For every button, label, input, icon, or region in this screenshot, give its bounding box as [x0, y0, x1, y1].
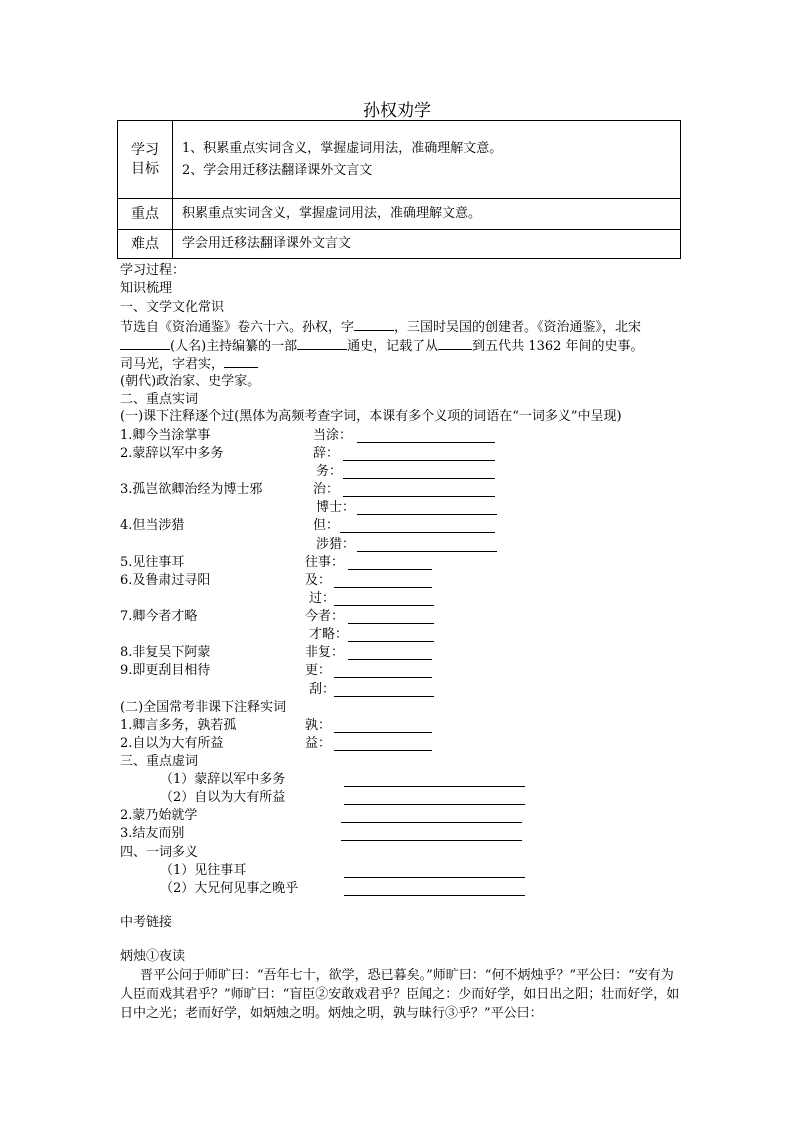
answer-line[interactable]: [341, 840, 522, 841]
function-word-item: 3.结友而别: [120, 826, 185, 841]
vocab-sentence: 6.及鲁肃过寻阳: [120, 573, 211, 588]
vocab-sentence: 2.自以为大有所益: [120, 736, 224, 751]
passage-title: 炳烛①夜读: [120, 949, 186, 964]
answer-line[interactable]: [357, 442, 495, 443]
objectives-row-key: [118, 199, 681, 230]
answer-line[interactable]: [344, 786, 525, 787]
section1-line1: 节选自《资治通鉴》卷六十六。孙权，字 ，三国时吴国的创建者。《资治通鉴》，北宋: [120, 317, 641, 336]
function-word-item: （2）自以为大有所益: [160, 790, 286, 805]
passage-text: 晋平公问于师旷曰：“吾年七十，欲学，恐已暮矣。”师旷曰：“何不炳烛乎？”平公曰：“安有为人臣而戏其君乎？”师旷曰：“盲臣②安敢戏君乎？臣闻之：少而好学，如日出之阳；壮而好学，如日中之光；老而好学，如炳烛之明。炳烛之明，孰与昧行③乎？”平公曰：: [120, 968, 680, 1021]
answer-line[interactable]: [344, 895, 525, 896]
answer-line[interactable]: [334, 732, 432, 733]
vocab-sentence: 8.非复吴下阿蒙: [120, 645, 211, 660]
section1-line4: (朝代)政治家、史学家。: [120, 374, 261, 389]
blank-dynasty[interactable]: [224, 354, 258, 368]
section2-part2-heading: (二)全国常考非课下注释实词: [120, 700, 287, 715]
vocab-sentence: 1.卿今当涂掌事: [120, 428, 211, 443]
vocab-sentence: 5.见往事耳: [120, 555, 185, 570]
key-label: 重点: [118, 199, 173, 230]
objectives-table: [117, 120, 681, 259]
goals-content: [173, 121, 681, 199]
answer-line[interactable]: [334, 677, 432, 678]
section4-heading: 四、一词多义: [120, 845, 199, 860]
answer-line[interactable]: [357, 514, 497, 515]
answer-line[interactable]: [334, 750, 432, 751]
polysemy-item: （2）大兄何见事之晚乎: [160, 881, 299, 896]
answer-line[interactable]: [344, 804, 525, 805]
blank-start-dynasty[interactable]: [438, 336, 472, 350]
vocab-word: 今者：: [305, 609, 345, 624]
section3-heading: 三、重点虚词: [120, 754, 199, 769]
document-title: 孙权劝学: [363, 101, 431, 121]
answer-line[interactable]: [348, 569, 432, 570]
vocab-sentence: 1.卿言多务，孰若孤: [120, 718, 237, 733]
vocab-word: 博士：: [316, 500, 356, 515]
function-word-item: 2.蒙乃始就学: [120, 808, 198, 823]
answer-line[interactable]: [340, 532, 495, 533]
section1-heading: 一、文学文化常识: [120, 300, 225, 315]
difficult-label: 难点: [118, 230, 173, 259]
answer-line[interactable]: [348, 659, 432, 660]
vocab-word: 才略：: [309, 627, 349, 642]
answer-line[interactable]: [334, 696, 434, 697]
process-subheading: 知识梳理: [120, 281, 173, 296]
blank-zi[interactable]: [354, 317, 394, 331]
answer-line[interactable]: [341, 822, 522, 823]
answer-line[interactable]: [348, 623, 434, 624]
goals-label: 学习 目标: [118, 121, 173, 199]
vocab-sentence: 2.蒙辞以军中多务: [120, 446, 224, 461]
answer-line[interactable]: [343, 460, 495, 461]
vocab-word: 当涂：: [313, 428, 353, 443]
vocab-word: 辞：: [313, 446, 340, 461]
vocab-sentence: 3.孤岂欲卿治经为博士邪: [120, 482, 263, 497]
goal-line-2: 2、学会用迁移法翻译课外文言文: [182, 162, 373, 178]
answer-line[interactable]: [343, 496, 495, 497]
section2-part1-heading: (一)课下注释逐个过(黑体为高频考查字词，本课有多个义项的词语在“一词多义”中呈现): [120, 409, 622, 424]
objectives-row-goals: [118, 121, 681, 199]
blank-author[interactable]: [120, 336, 170, 350]
vocab-word: 过：: [309, 591, 336, 606]
answer-line[interactable]: [344, 877, 525, 878]
vocab-sentence: 9.即更刮目相待: [120, 663, 211, 678]
section2-heading: 二、重点实词: [120, 392, 199, 407]
process-heading: 学习过程：: [120, 263, 186, 278]
key-content: 积累重点实词含义，掌握虚词用法，准确理解文意。: [173, 199, 681, 230]
vocab-word: 务：: [316, 464, 343, 479]
answer-line[interactable]: [334, 605, 434, 606]
vocab-sentence: 4.但当涉猎: [120, 518, 185, 533]
exam-link-heading: 中考链接: [120, 915, 173, 930]
section1-line3: 司马光，字君实，: [120, 354, 258, 373]
objectives-row-difficult: [118, 230, 681, 259]
difficult-content: 学会用迁移法翻译课外文言文: [173, 230, 681, 259]
vocab-word: 非复：: [305, 645, 345, 660]
polysemy-item: （1）见往事耳: [160, 863, 247, 878]
answer-line[interactable]: [348, 641, 434, 642]
goal-line-1: 1、积累重点实词含义，掌握虚词用法，准确理解文意。: [182, 140, 503, 156]
vocab-word: 涉猎：: [316, 537, 356, 552]
vocab-word: 但：: [313, 518, 340, 533]
answer-line[interactable]: [343, 478, 495, 479]
blank-genre[interactable]: [297, 336, 347, 350]
vocab-word: 及：: [305, 573, 332, 588]
section1-line2: (人名)主持编纂的一部 通史，记载了从 到五代共 1362 年间的史事。: [120, 336, 644, 355]
vocab-word: 益：: [305, 736, 332, 751]
vocab-word: 治：: [313, 482, 340, 497]
vocab-word: 往事：: [305, 555, 345, 570]
vocab-word: 刮：: [309, 682, 336, 697]
answer-line[interactable]: [357, 551, 497, 552]
vocab-word: 孰：: [305, 718, 332, 733]
vocab-sentence: 7.卿今者才略: [120, 609, 198, 624]
vocab-word: 更：: [305, 663, 332, 678]
answer-line[interactable]: [334, 587, 432, 588]
function-word-item: （1）蒙辞以军中多务: [160, 772, 286, 787]
